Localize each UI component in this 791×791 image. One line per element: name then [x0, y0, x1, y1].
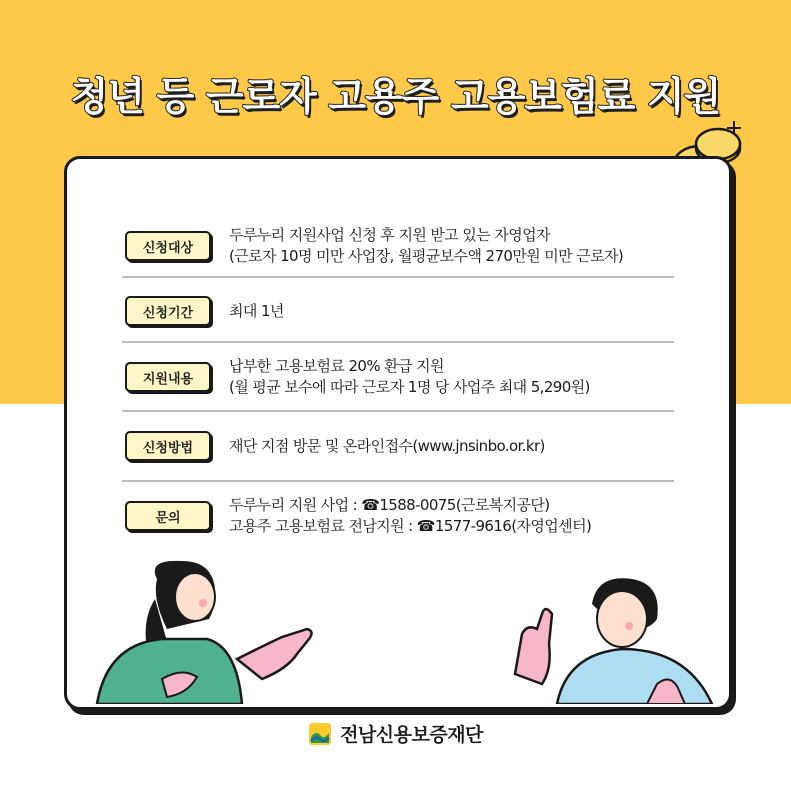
label-content: 지원내용: [125, 362, 211, 392]
foundation-logo-icon: [308, 722, 332, 746]
plus-icon: [726, 120, 742, 136]
label-period: 신청기간: [125, 296, 211, 326]
man-illustration: [497, 574, 727, 704]
label-method: 신청방법: [125, 431, 211, 461]
value-inquiry: [229, 495, 591, 537]
value-line: 재단 지점 방문 및 온라인접수(www.jnsinbo.or.kr): [229, 436, 545, 455]
woman-illustration: [87, 559, 327, 704]
divider: [122, 341, 674, 343]
row-inquiry: [125, 495, 675, 537]
page-title: 청년 등 근로자 고용주 고용보험료 지원: [70, 75, 721, 120]
value-method: [229, 436, 545, 457]
info-card: [64, 156, 732, 710]
label-target: 신청대상: [125, 231, 211, 261]
row-method: [125, 431, 675, 461]
value-period: [229, 301, 284, 322]
value-line: (월 평균 보수에 따라 근로자 1명 당 사업주 최대 5,290원): [229, 378, 590, 396]
label-inquiry: 문의: [125, 501, 211, 531]
value-target: [229, 225, 623, 267]
value-line: 고용주 고용보험료 전남지원 : ☎1577-9616(자영업센터): [229, 517, 592, 535]
value-content: [229, 356, 590, 398]
divider: [122, 480, 674, 482]
row-content: [125, 356, 675, 398]
value-line: 납부한 고용보험료 20% 환급 지원: [229, 357, 444, 375]
row-period: [125, 296, 675, 326]
value-line: 두루누리 지원사업 신청 후 지원 받고 있는 자영업자: [229, 226, 550, 244]
divider: [122, 410, 674, 412]
footer-org-name: 전남신용보증재단: [340, 724, 483, 746]
value-line: 최대 1년: [229, 301, 284, 320]
value-line: 두루누리 지원 사업 : ☎1588-0075(근로복지공단): [229, 496, 550, 514]
divider: [122, 276, 674, 278]
footer: [0, 720, 791, 747]
value-line: (근로자 10명 미만 사업장, 월평균보수액 270만원 미만 근로자): [229, 247, 624, 265]
row-target: [125, 225, 675, 267]
